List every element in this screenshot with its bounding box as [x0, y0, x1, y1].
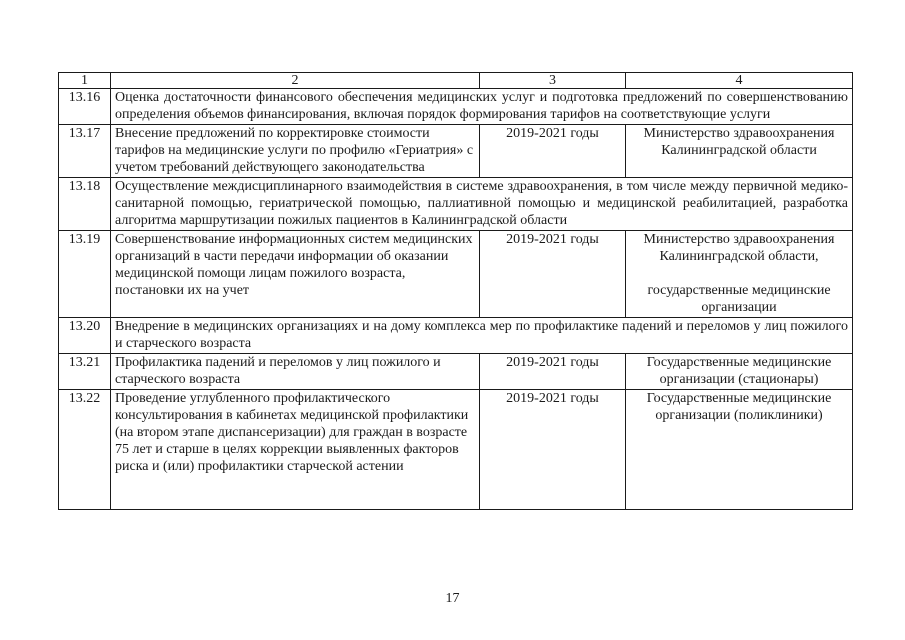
header-cell-3: 3 [480, 73, 626, 89]
row-number: 13.16 [59, 89, 111, 125]
row-number: 13.20 [59, 318, 111, 354]
row-measure-text: Внесение предложений по корректировке стоимости тарифов на медицинские услуги по профилю «Гериатрия» с учетом требований действующего законодательства [111, 125, 480, 178]
row-measure-text: Профилактика падений и переломов у лиц пожилого и старческого возраста [111, 354, 480, 390]
row-measure-text: Оценка достаточности финансового обеспечения медицинских услуг и подготовка предложений по совершенствованию определения объемов финансирования, включая порядок формирования тарифов на соответствующие услуги [111, 89, 853, 125]
row-number: 13.22 [59, 390, 111, 510]
row-period: 2019-2021 годы [480, 125, 626, 178]
row-measure-text: Внедрение в медицинских организациях и на дому комплекса мер по профилактике падений и переломов у лиц пожилого и старческого возраста [111, 318, 853, 354]
row-responsible [626, 125, 853, 178]
table-row [59, 390, 853, 510]
row-number: 13.19 [59, 231, 111, 318]
action-plan-table [58, 72, 853, 510]
row-measure-text: Осуществление междисциплинарного взаимодействия в системе здравоохранения, в том числе между первичной медико-санитарной помощью, гериатрической помощью, паллиативной помощью и медицинской реабилитацией, разработка алгоритма маршрутизации пожилых пациентов в Калининградской области [111, 178, 853, 231]
table-row [59, 125, 853, 178]
table-row [59, 231, 853, 318]
row-period: 2019-2021 годы [480, 390, 626, 510]
table-row [59, 178, 853, 231]
responsible-org: Министерство здравоохранения Калининградской области, [643, 232, 835, 264]
row-responsible [626, 354, 853, 390]
row-number: 13.21 [59, 354, 111, 390]
header-cell-1: 1 [59, 73, 111, 89]
row-period: 2019-2021 годы [480, 354, 626, 390]
table-header-row [59, 73, 853, 89]
responsible-org: Министерство здравоохранения Калининградской области [643, 126, 835, 158]
row-period: 2019-2021 годы [480, 231, 626, 318]
responsible-org: Государственные медицинские организации (стационары) [646, 355, 832, 387]
responsible-org: Государственные медицинские организации (поликлиники) [646, 391, 832, 423]
row-responsible [626, 390, 853, 510]
header-cell-4: 4 [626, 73, 853, 89]
row-measure-text: Совершенствование информационных систем медицинских организаций в части передачи информации об оказании медицинской помощи лицам пожилого возраста, постановки их на учет [111, 231, 480, 318]
row-number: 13.18 [59, 178, 111, 231]
page-number: 17 [445, 591, 460, 606]
row-responsible [626, 231, 853, 318]
responsible-org: государственные медицинские организации [647, 283, 831, 315]
table-row [59, 318, 853, 354]
header-cell-2: 2 [111, 73, 480, 89]
row-number: 13.17 [59, 125, 111, 178]
table-row [59, 354, 853, 390]
row-measure-text: Проведение углубленного профилактического консультирования в кабинетах медицинской профилактики (на втором этапе диспансеризации) для граждан в возрасте 75 лет и старше в целях коррекции выявленных факторов риска и (или) профилактики старческой астении [111, 390, 480, 510]
table-row [59, 89, 853, 125]
